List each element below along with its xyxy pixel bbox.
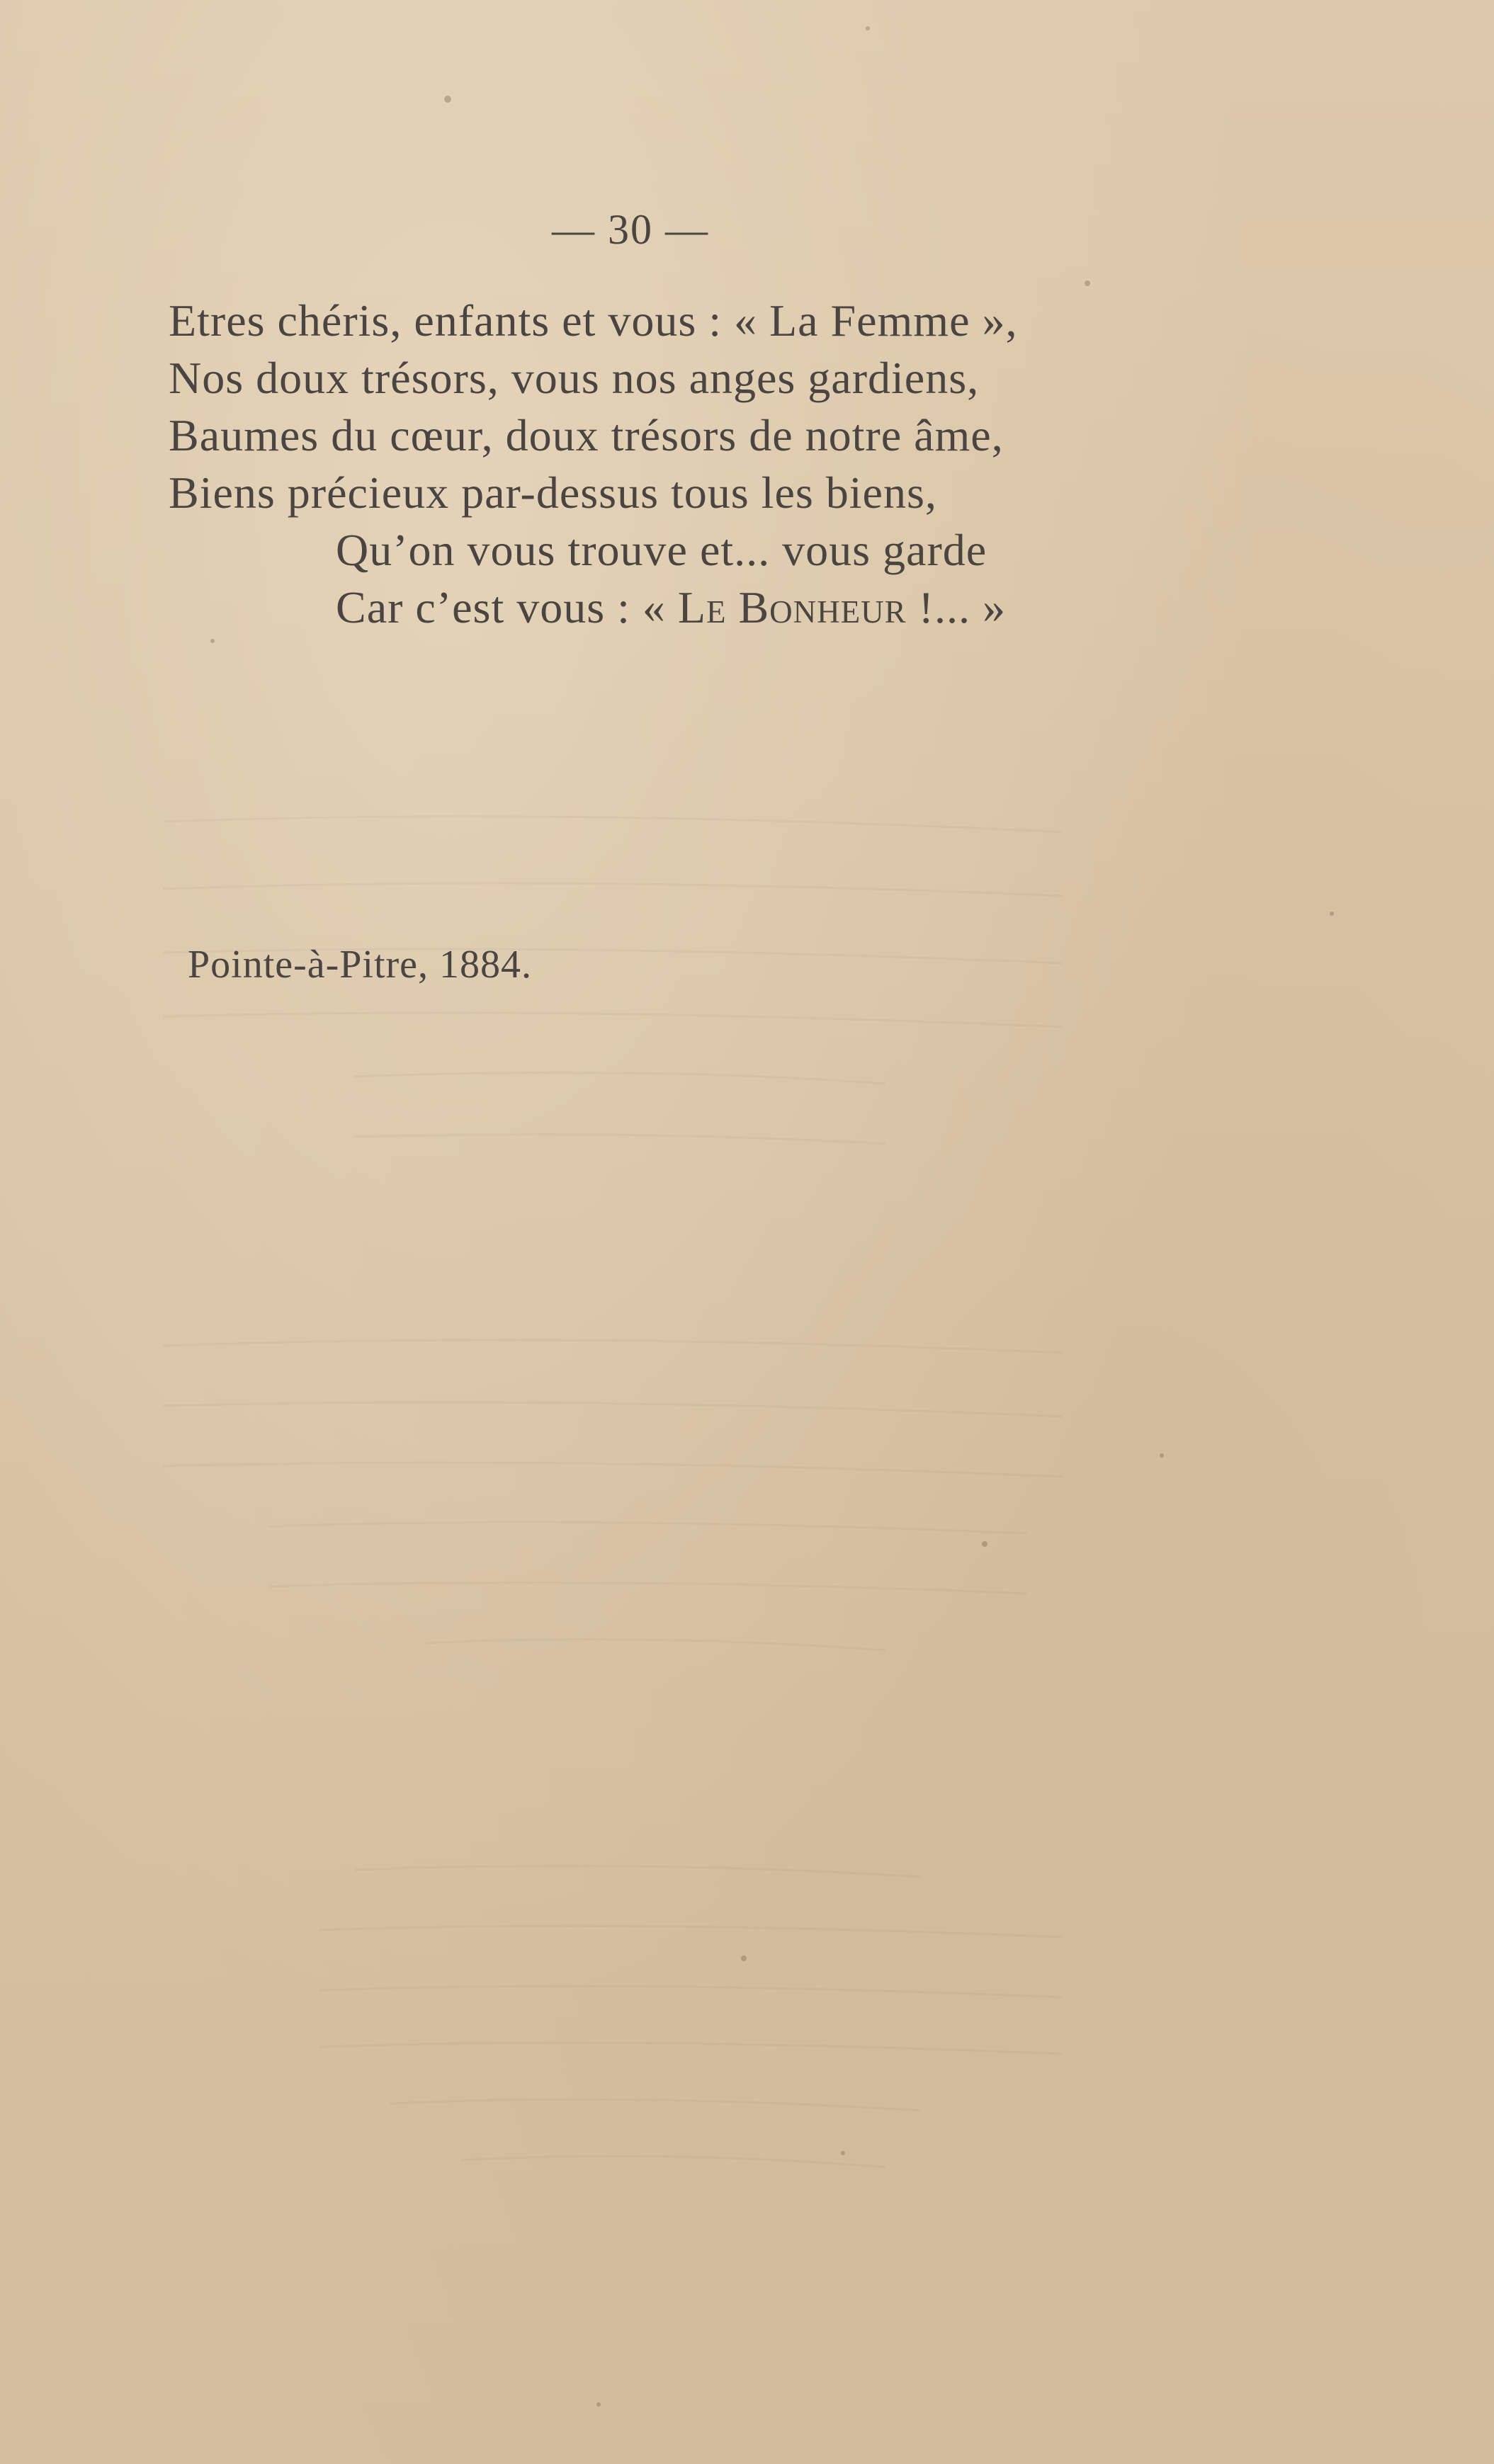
poem-line: Etres chéris, enfants et vous : « La Femme », <box>169 295 1018 346</box>
poem-line: Qu’on vous trouve et... vous garde <box>336 525 987 575</box>
poem-line: Baumes du cœur, doux trésors de notre âme, <box>169 410 1004 460</box>
page-number: — 30 — <box>552 206 709 253</box>
poem-line-final-end: !... » <box>906 582 1006 632</box>
poem-line-final <box>169 579 1017 636</box>
poem-line-final-start: Car c’est vous : « <box>336 582 678 632</box>
le-bonheur-small-caps: Le Bonheur <box>677 582 907 632</box>
poem-line: Nos doux trésors, vous nos anges gardiens, <box>169 353 980 403</box>
place-and-date: Pointe-à-Pitre, 1884. <box>188 943 533 987</box>
poem-line: Biens précieux par-dessus tous les biens, <box>169 467 937 518</box>
poem-stanza <box>169 292 1017 636</box>
